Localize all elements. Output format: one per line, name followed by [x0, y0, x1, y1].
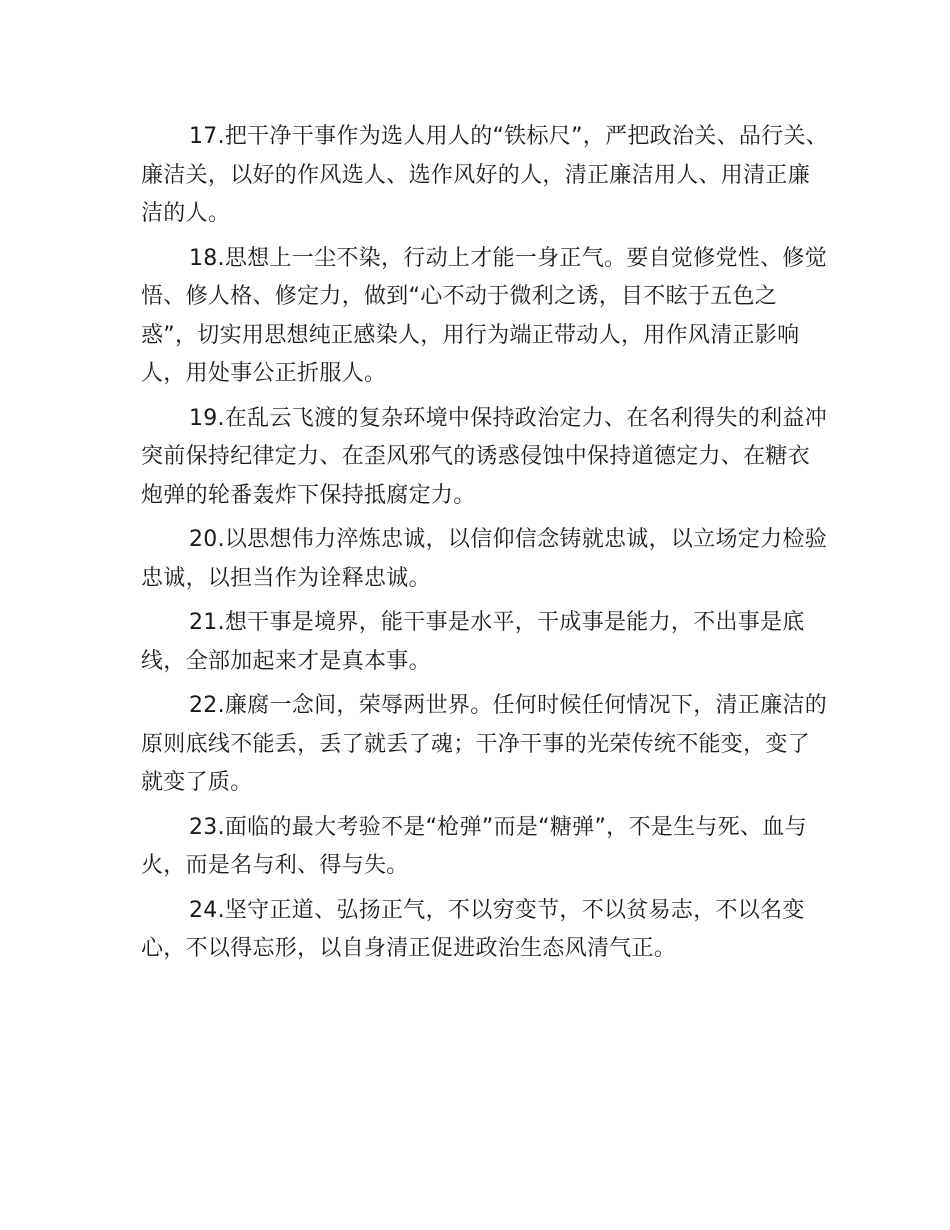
paragraph-23: 23.面临的最大考验不是“枪弹”而是“糖弹”，不是生与死、血与火，而是名与利、得与失。 [141, 814, 807, 878]
paragraph-20: 20.以思想伟力淬炼忠诚，以信仰信念铸就忠诚，以立场定力检验忠诚，以担当作为诠释忠诚。 [141, 527, 827, 591]
document-body [141, 118, 831, 975]
paragraph-17: 17.把干净干事作为选人用人的“铁标尺”，严把政治关、品行关、廉洁关，以好的作风选人、选作风好的人，清正廉洁用人、用清正廉洁的人。 [141, 124, 829, 226]
paragraph-18: 18.思想上一尘不染，行动上才能一身正气。要自觉修党性、修觉悟、修人格、修定力，做到“心不动于微利之诱，目不眩于五色之惑”，切实用思想纯正感染人，用行为端正带动人，用作风清正影响人，用处事公正折服人。 [141, 245, 827, 386]
paragraph-21: 21.想干事是境界，能干事是水平，干成事是能力，不出事是底线，全部加起来才是真本事。 [141, 610, 805, 674]
paragraph-24: 24.坚守正道、弘扬正气，不以穷变节，不以贫易志，不以名变心，不以得忘形，以自身清正促进政治生态风清气正。 [141, 897, 805, 961]
paragraph-22: 22.廉腐一念间，荣辱两世界。任何时候任何情况下，清正廉洁的原则底线不能丢，丢了就丢了魂；干净干事的光荣传统不能变，变了就变了质。 [141, 693, 827, 795]
paragraph-19: 19.在乱云飞渡的复杂环境中保持政治定力、在名利得失的利益冲突前保持纪律定力、在歪风邪气的诱惑侵蚀中保持道德定力、在糖衣炮弹的轮番轰炸下保持抵腐定力。 [141, 405, 827, 508]
